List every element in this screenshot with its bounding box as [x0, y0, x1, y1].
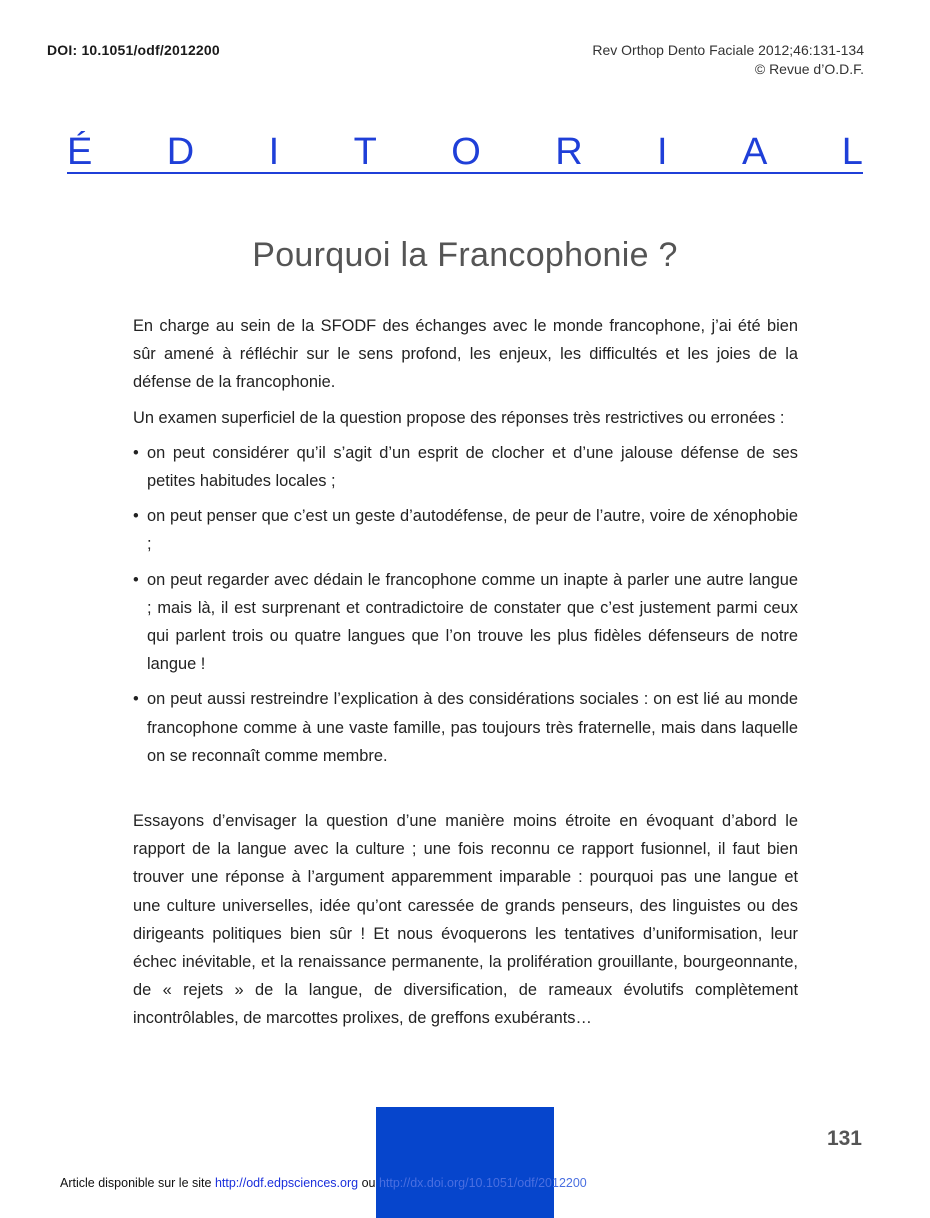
bullet-symbol: • — [133, 507, 139, 526]
section-letter: T — [353, 131, 377, 173]
journal-citation — [592, 41, 864, 79]
section-letter: É — [67, 131, 93, 173]
article-body — [133, 312, 798, 1033]
list-item-text: on peut considérer qu’il s’agit d’un esprit de clocher et d’une jalouse défense de ses petites habitudes locales ; — [147, 443, 798, 491]
section-letter: L — [841, 131, 863, 173]
bullet-symbol: • — [133, 570, 139, 589]
paragraph: Essayons d’envisager la question d’une manière moins étroite en évoquant d’abord le rapport de la langue avec la culture ; une fois reconnu ce rapport fusionnel, il faut bien trouver une réponse à l’argument apparemment imparable : pourquoi pas une langue et une culture universelles, idée qu’ont caressée de grands penseurs, des linguistes ou des dirigeants politiques bien sûr ! Et nous évoquerons les tentatives d’uniformisation, leur échec inévitable, et la renaissance permanente, la prolifération grouillante, bourgeonnante, de « rejets » de la langue, de diversification, de rameaux évolutifs complètement incontrôlables, de marcottes prolixes, de greffons exubérants… — [133, 812, 798, 1028]
section-letter: I — [657, 131, 668, 173]
section-letter: A — [742, 131, 768, 173]
doi-link[interactable]: http://dx.doi.org/10.1051/odf/2012200 — [378, 1176, 587, 1190]
footer-middle: ou — [358, 1176, 379, 1190]
journal-reference: Rev Orthop Dento Faciale 2012;46:131-134 — [592, 42, 864, 58]
paragraph: En charge au sein de la SFODF des échanges avec le monde francophone, j’ai été bien sûr amené à réfléchir sur le sens profond, les enjeux, les difficultés et les joies de la défense de la francophonie. — [133, 317, 798, 392]
footer-availability — [60, 1176, 587, 1190]
list-item — [133, 566, 798, 679]
list-item-text: on peut regarder avec dédain le francophone comme un inapte à parler une autre langue ; mais là, il est surprenant et contradictoire de constater que c’est justement parmi ceux qui parlent trois ou quatre langues que l’on trouve les plus fidèles défenseurs de notre langue ! — [147, 570, 798, 674]
journal-copyright: © Revue d’O.D.F. — [754, 61, 864, 77]
list-item — [133, 685, 798, 770]
bullet-symbol: • — [133, 690, 139, 709]
list-item — [133, 502, 798, 558]
article-title: Pourquoi la Francophonie ? — [252, 236, 678, 274]
list-item — [133, 439, 798, 495]
page-number: 131 — [826, 1127, 862, 1150]
site-link[interactable]: http://odf.edpsciences.org — [214, 1176, 359, 1190]
doi-label: DOI: 10.1051/odf/2012200 — [47, 42, 220, 58]
blue-block-decoration — [376, 1107, 554, 1218]
paragraph: Un examen superficiel de la question propose des réponses très restrictives ou erronées : — [133, 408, 785, 427]
section-letter: I — [268, 131, 280, 173]
bullet-symbol: • — [133, 443, 139, 462]
section-letter: D — [166, 131, 195, 173]
footer-prefix: Article disponible sur le site — [60, 1176, 215, 1190]
section-heading-editorial — [67, 128, 863, 174]
list-item-text: on peut aussi restreindre l’explication à des considérations sociales : on est lié au monde francophone comme à une vaste famille, pas toujours très fraternelle, mais dans laquelle on se reconnaît comme membre. — [147, 690, 798, 765]
bullet-list — [133, 439, 798, 770]
list-item-text: on peut penser que c’est un geste d’autodéfense, de peur de l’autre, voire de xénophobie ; — [147, 507, 798, 554]
section-letter: O — [451, 131, 481, 173]
section-letter: R — [555, 131, 583, 173]
